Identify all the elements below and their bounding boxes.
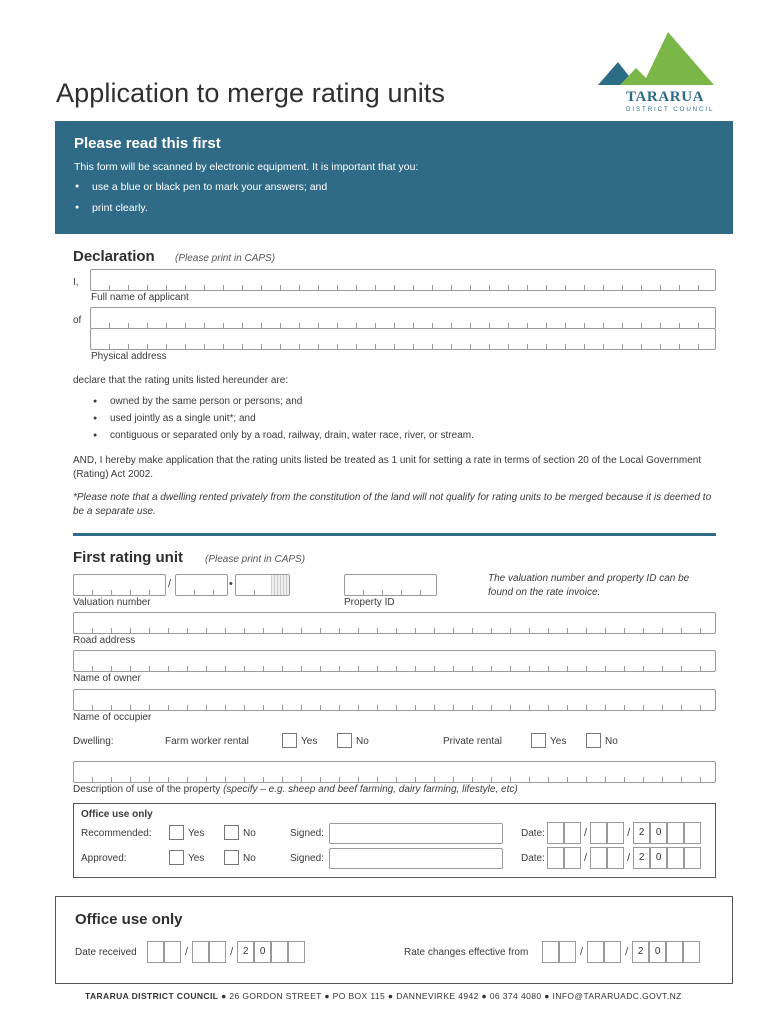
private-rental-no-label: No [605,736,618,747]
date-separator: / [625,946,629,958]
property-id-input[interactable] [344,574,437,596]
read-first-panel [55,121,733,234]
physical-address-input-line2[interactable] [90,328,716,350]
rate-changes-date-input[interactable] [542,941,700,963]
valuation-note: The valuation number and property ID can be found on the rate invoice. [488,573,690,598]
date-cell[interactable] [590,822,607,844]
recommended-date-label: Date: [521,828,545,839]
date-cell[interactable] [587,941,604,963]
year-cell: 2 [237,941,254,963]
recommended-yes-checkbox[interactable] [169,825,184,840]
full-name-input[interactable] [90,269,716,291]
declaration-bullet: ● contiguous or separated only by a road, railway, drain, water race, river, or stream. [110,430,474,441]
approved-signature-input[interactable] [329,848,503,869]
logo-subtitle: DISTRICT COUNCIL [626,106,715,113]
property-id-caption: Property ID [344,597,395,608]
date-cell[interactable] [559,941,576,963]
valuation-reserved-cell [271,575,289,595]
private-rental-label: Private rental [443,736,502,747]
recommended-yes-label: Yes [188,828,205,839]
first-rating-unit-hint: (Please print in CAPS) [205,554,306,565]
declaration-bullet: ● owned by the same person or persons; and [110,396,302,407]
read-first-bullet: ● print clearly. [92,202,148,214]
year-cell[interactable] [667,822,684,844]
approved-label: Approved: [81,853,127,864]
approved-yes-label: Yes [188,853,205,864]
rate-changes-label: Rate changes effective from [404,947,529,958]
approved-yes-checkbox[interactable] [169,850,184,865]
occupier-name-input[interactable] [73,689,716,711]
physical-address-caption: Physical address [91,351,167,362]
year-cell: 0 [650,822,667,844]
farm-worker-no-label: No [356,736,369,747]
date-cell[interactable] [192,941,209,963]
footer-org: TARARUA DISTRICT COUNCIL [85,991,219,1001]
approved-date-label: Date: [521,853,545,864]
farm-worker-yes-label: Yes [301,736,318,747]
declaration-hint: (Please print in CAPS) [175,253,276,264]
recommended-signed-label: Signed: [290,828,324,839]
year-cell[interactable] [666,941,683,963]
date-received-input[interactable] [147,941,305,963]
date-received-label: Date received [75,947,137,958]
date-cell[interactable] [564,847,581,869]
date-separator: / [230,946,234,958]
date-cell[interactable] [607,847,624,869]
year-cell[interactable] [271,941,288,963]
full-name-caption: Full name of applicant [91,292,189,303]
of-label: of [73,315,82,326]
declare-text: declare that the rating units listed hereunder are: [73,375,289,386]
date-separator: / [584,852,588,864]
year-cell[interactable] [288,941,305,963]
date-cell[interactable] [164,941,181,963]
valuation-number-part2[interactable] [175,574,228,596]
year-cell[interactable] [684,822,701,844]
date-cell[interactable] [547,822,564,844]
approved-signed-label: Signed: [290,853,324,864]
date-cell[interactable] [209,941,226,963]
road-address-caption: Road address [73,635,136,646]
footer-contact: ● 26 GORDON STREET ● PO BOX 115 ● DANNEVIRKE 4942 ● 06 374 4080 ● INFO@TARARUADC.GOVT.NZ [221,991,682,1001]
private-rental-yes-label: Yes [550,736,567,747]
year-cell: 2 [632,941,649,963]
private-rental-no-checkbox[interactable] [586,733,601,748]
road-address-input[interactable] [73,612,716,634]
owner-name-caption: Name of owner [73,673,141,684]
read-first-intro: This form will be scanned by electronic equipment. It is important that you: [74,161,419,173]
year-cell: 0 [650,847,667,869]
recommended-no-checkbox[interactable] [224,825,239,840]
recommended-label: Recommended: [81,828,152,839]
date-separator: / [584,827,588,839]
recommended-date-input[interactable] [547,822,701,844]
page-title: Application to merge rating units [56,78,446,108]
logo-name: TARARUA [626,89,705,105]
date-cell[interactable] [147,941,164,963]
valuation-caption: Valuation number [73,597,151,608]
property-use-caption-text: Description of use of the property [73,784,221,795]
farm-worker-rental-label: Farm worker rental [165,736,249,747]
date-cell[interactable] [590,847,607,869]
date-cell[interactable] [607,822,624,844]
approved-no-label: No [243,853,256,864]
read-first-heading: Please read this first [74,135,221,152]
date-cell[interactable] [542,941,559,963]
dwelling-note: *Please note that a dwelling rented privately from the constitution of the land will not qualify for rating units to be merged because it is deemed to be a separate use. [73,492,712,517]
valuation-separator: / [168,578,172,590]
date-cell[interactable] [564,822,581,844]
year-cell: 2 [633,847,650,869]
date-separator: / [580,946,584,958]
office-use-panel [55,896,733,984]
section-divider [73,533,716,536]
date-separator: / [627,827,631,839]
read-first-bullet: ● use a blue or black pen to mark your answers; and [92,181,327,193]
year-cell[interactable] [667,847,684,869]
year-cell[interactable] [684,847,701,869]
year-cell: 0 [649,941,666,963]
footer [85,991,682,1001]
property-use-caption [73,784,518,795]
approved-no-checkbox[interactable] [224,850,239,865]
valuation-separator-dot: • [229,578,233,590]
office-use-inner-heading: Office use only [81,809,153,820]
office-use-heading: Office use only [75,911,183,928]
property-use-input[interactable] [73,761,716,783]
dwelling-label: Dwelling: [73,736,114,747]
date-cell[interactable] [547,847,564,869]
application-statement: AND, I hereby make application that the rating units listed be treated as 1 unit for setting a rate in terms of section 20 of the Local Government (Rating) Act 2002. [73,455,702,480]
valuation-number-part1[interactable] [73,574,166,596]
year-cell: 0 [254,941,271,963]
occupier-name-caption: Name of occupier [73,712,152,723]
date-cell[interactable] [604,941,621,963]
property-use-hint: (specify – e.g. sheep and beef farming, dairy farming, lifestyle, etc) [223,784,518,795]
farm-worker-no-checkbox[interactable] [337,733,352,748]
declaration-heading: Declaration [73,248,155,265]
approved-date-input[interactable] [547,847,701,869]
year-cell[interactable] [683,941,700,963]
date-separator: / [627,852,631,864]
first-rating-unit-heading: First rating unit [73,549,183,566]
year-cell: 2 [633,822,650,844]
recommended-signature-input[interactable] [329,823,503,844]
physical-address-input-line1[interactable] [90,307,716,329]
recommended-no-label: No [243,828,256,839]
owner-name-input[interactable] [73,650,716,672]
private-rental-yes-checkbox[interactable] [531,733,546,748]
date-separator: / [185,946,189,958]
i-label: I, [73,277,79,288]
farm-worker-yes-checkbox[interactable] [282,733,297,748]
declaration-bullet: ● used jointly as a single unit*; and [110,413,256,424]
